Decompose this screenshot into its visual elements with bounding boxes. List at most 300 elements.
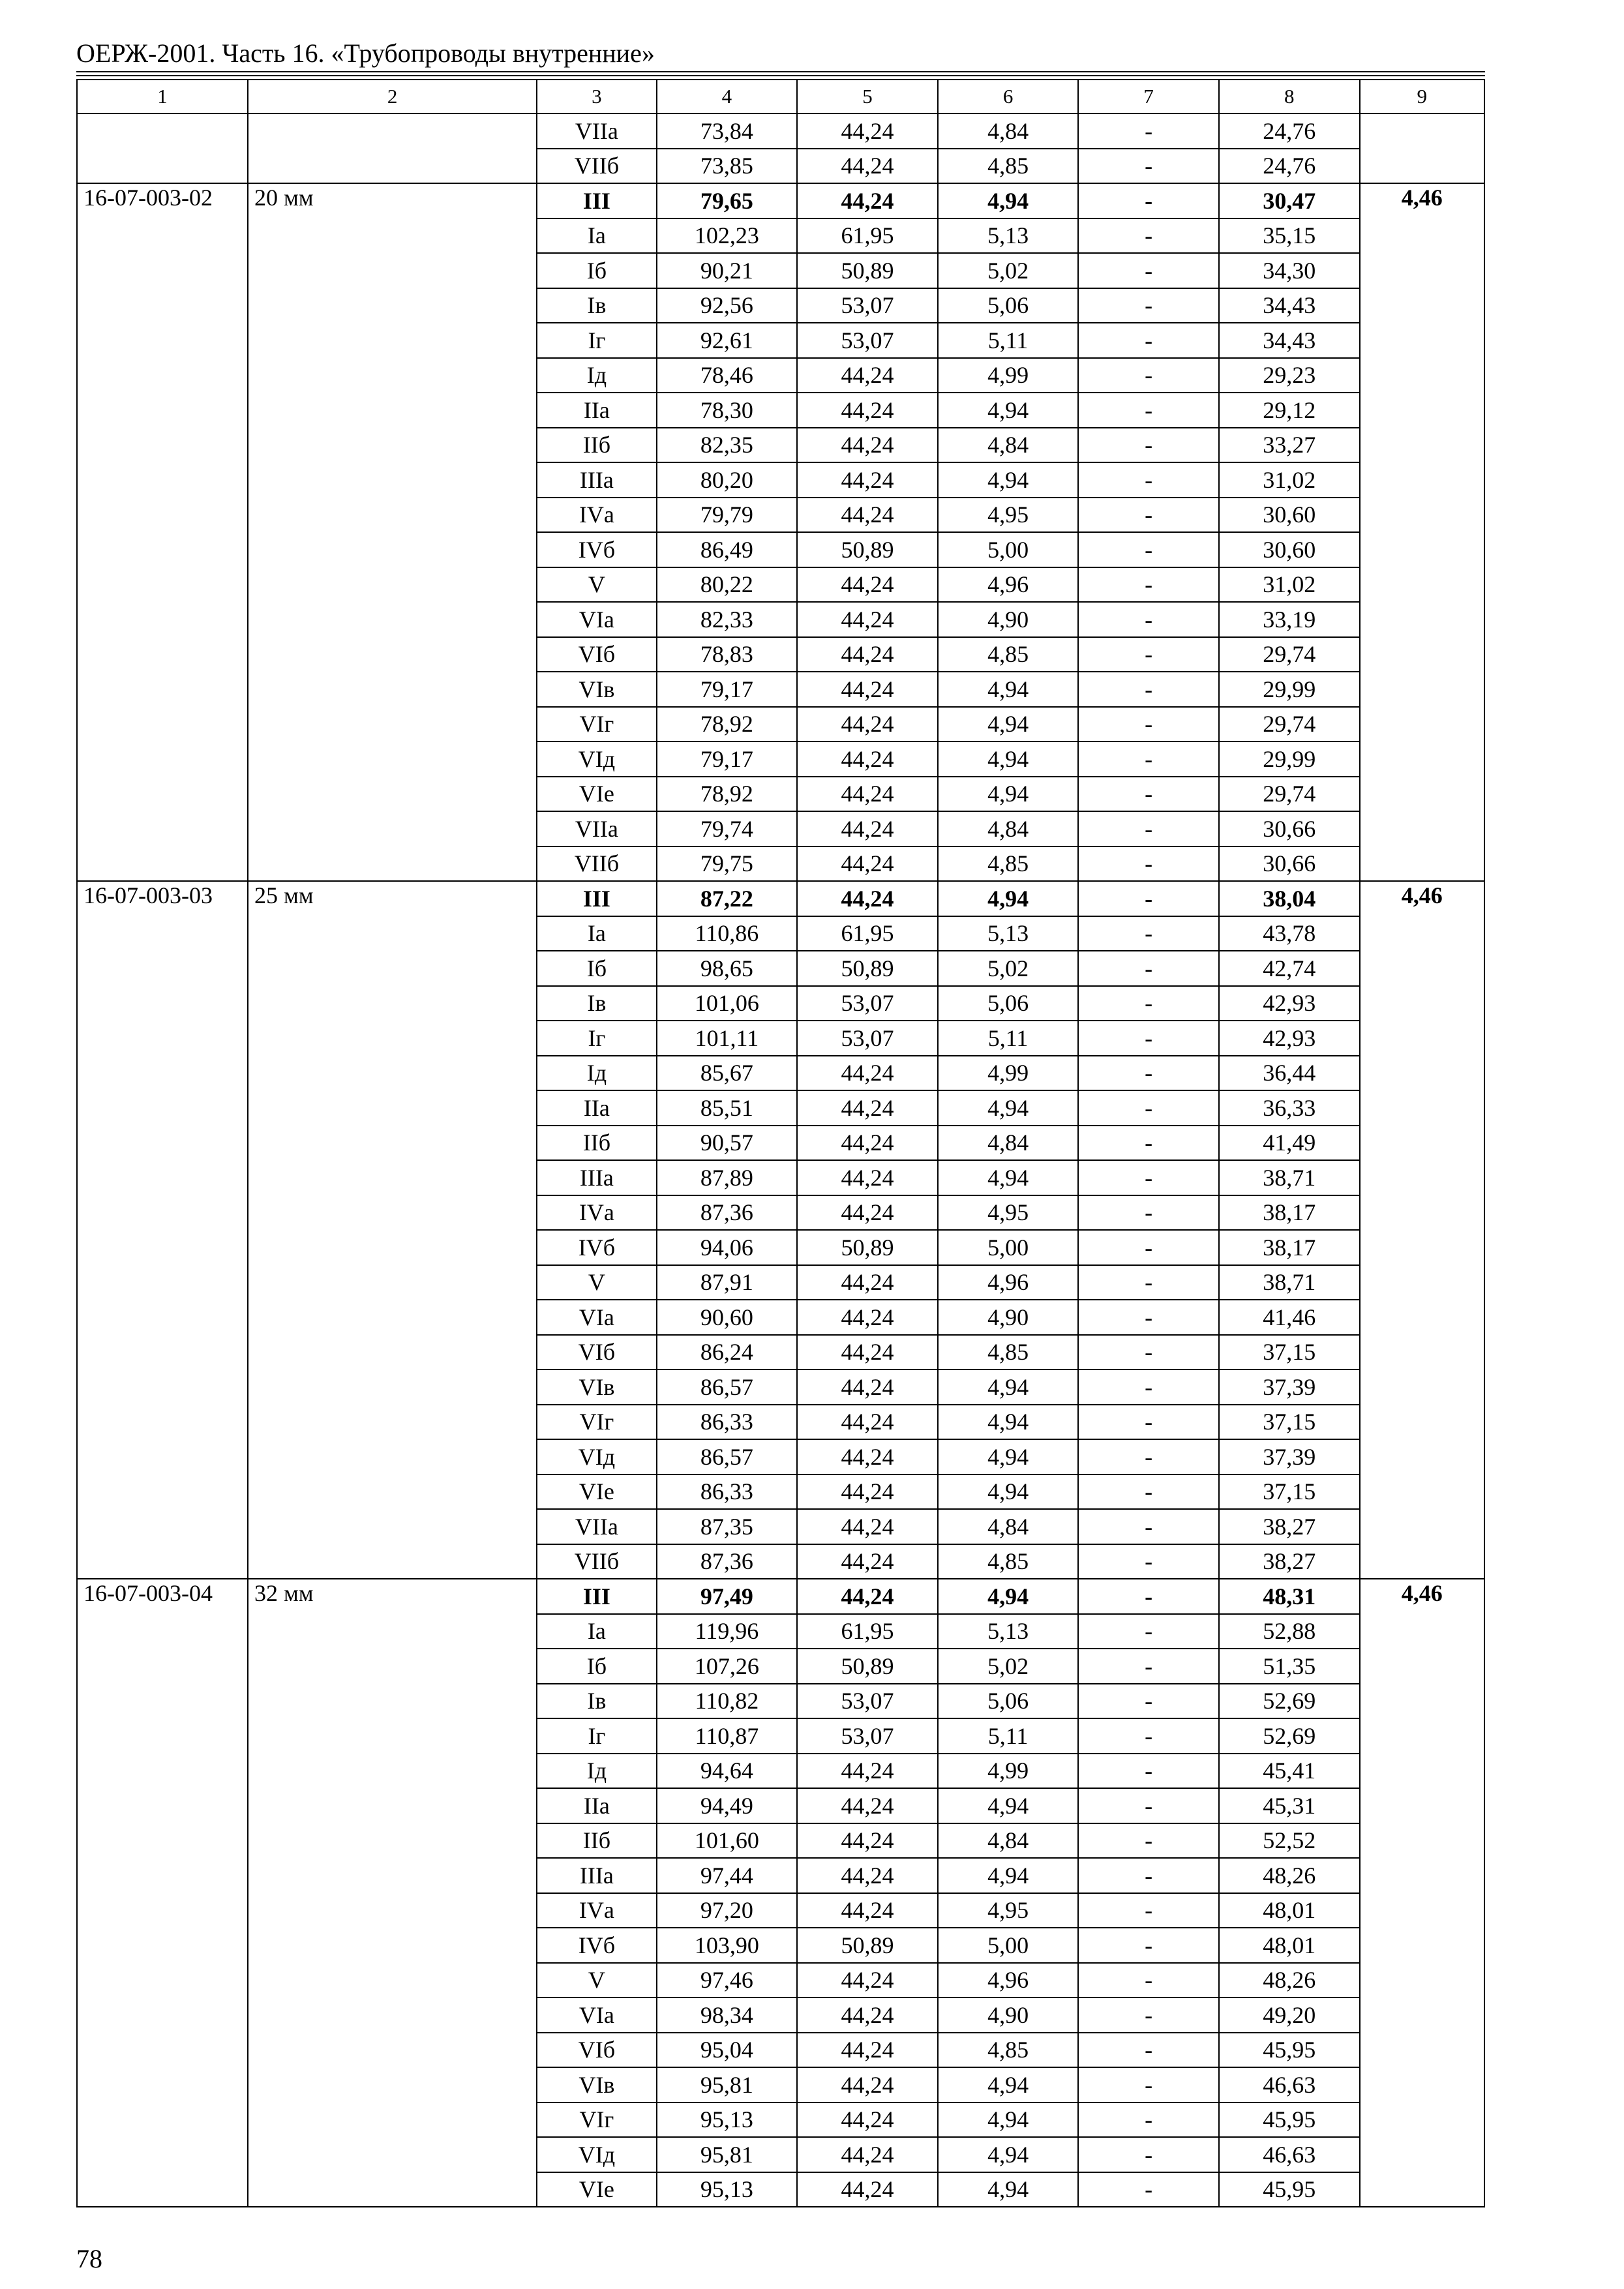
table-cell: 38,17 <box>1219 1230 1360 1265</box>
table-cell: - <box>1078 1230 1219 1265</box>
table-cell: 5,02 <box>938 1649 1079 1684</box>
table-cell: 97,49 <box>657 1579 798 1614</box>
table-cell: 102,23 <box>657 218 798 254</box>
table-cell: 101,60 <box>657 1823 798 1859</box>
table-cell: 86,33 <box>657 1474 798 1510</box>
column-number-row <box>77 80 1484 113</box>
column-header: 9 <box>1360 80 1484 113</box>
table-cell: 38,27 <box>1219 1509 1360 1544</box>
table-cell: 78,83 <box>657 637 798 672</box>
table-cell: 48,31 <box>1219 1579 1360 1614</box>
table-cell: 44,24 <box>797 1893 938 1928</box>
table-cell: VIб <box>537 1335 656 1370</box>
table-cell: - <box>1078 1858 1219 1893</box>
table-cell: 4,94 <box>938 1160 1079 1195</box>
table-cell: Iб <box>537 1649 656 1684</box>
col9-value-cell: 4,46 <box>1360 183 1484 881</box>
table-cell: 44,24 <box>797 1126 938 1161</box>
table-cell: V <box>537 567 656 603</box>
table-cell: 46,63 <box>1219 2137 1360 2172</box>
rate-code-cell: 16-07-003-02 <box>77 183 248 881</box>
table-cell: 44,24 <box>797 811 938 846</box>
table-cell: 98,65 <box>657 951 798 986</box>
table-cell: Iв <box>537 288 656 323</box>
table-cell: - <box>1078 1474 1219 1510</box>
table-cell: 42,74 <box>1219 951 1360 986</box>
table-cell: VIг <box>537 707 656 742</box>
table-cell: - <box>1078 323 1219 358</box>
table-cell: - <box>1078 428 1219 463</box>
table-cell: 4,85 <box>938 149 1079 184</box>
table-cell: 29,74 <box>1219 707 1360 742</box>
page-header: ОЕРЖ-2001. Часть 16. «Трубопроводы внутренние» <box>76 38 655 68</box>
rate-code-cell: 16-07-003-04 <box>77 1579 248 2207</box>
table-cell: 95,13 <box>657 2102 798 2138</box>
table-cell: 42,93 <box>1219 1021 1360 1056</box>
table-cell: 44,24 <box>797 1823 938 1859</box>
table-cell: 44,24 <box>797 2137 938 2172</box>
table-cell: 86,24 <box>657 1335 798 1370</box>
table-cell: 44,24 <box>797 1963 938 1998</box>
table-cell: 48,26 <box>1219 1963 1360 1998</box>
table-cell: 87,36 <box>657 1544 798 1579</box>
table-cell: 78,46 <box>657 358 798 393</box>
table-cell: 73,84 <box>657 113 798 149</box>
table-cell: 44,24 <box>797 672 938 707</box>
table-cell: 4,90 <box>938 1300 1079 1335</box>
table-cell: 44,24 <box>797 1997 938 2033</box>
table-cell: 73,85 <box>657 149 798 184</box>
table-cell: 5,13 <box>938 218 1079 254</box>
table-cell: VIе <box>537 777 656 812</box>
table-cell: - <box>1078 1649 1219 1684</box>
table-cell: 78,92 <box>657 777 798 812</box>
table-cell: 29,99 <box>1219 672 1360 707</box>
table-cell: 29,74 <box>1219 637 1360 672</box>
table-cell: 29,23 <box>1219 358 1360 393</box>
table-cell: Iа <box>537 916 656 951</box>
table-cell: 48,26 <box>1219 1858 1360 1893</box>
table-cell: - <box>1078 253 1219 288</box>
table-cell: IIа <box>537 1788 656 1823</box>
table-cell: 4,94 <box>938 1579 1079 1614</box>
table-cell: - <box>1078 1195 1219 1231</box>
table-cell: - <box>1078 288 1219 323</box>
table-cell: - <box>1078 1160 1219 1195</box>
table-cell: VIг <box>537 1405 656 1440</box>
header-rule-top <box>76 71 1485 72</box>
table-cell: 78,92 <box>657 707 798 742</box>
column-header: 1 <box>77 80 248 113</box>
continuation-code-cell <box>77 113 248 183</box>
table-cell: 44,24 <box>797 393 938 428</box>
table-cell: 94,64 <box>657 1754 798 1789</box>
table-cell: 44,24 <box>797 602 938 637</box>
table-cell: 53,07 <box>797 323 938 358</box>
table-cell: 4,94 <box>938 672 1079 707</box>
table-cell: 38,27 <box>1219 1544 1360 1579</box>
column-header: 6 <box>938 80 1079 113</box>
table-cell: 49,20 <box>1219 1997 1360 2033</box>
table-cell: IVа <box>537 1893 656 1928</box>
table-cell: 53,07 <box>797 288 938 323</box>
table-cell: 79,75 <box>657 846 798 882</box>
table-cell: IIб <box>537 1126 656 1161</box>
table-cell: III <box>537 183 656 218</box>
table-cell: 90,21 <box>657 253 798 288</box>
table-cell: 50,89 <box>797 1230 938 1265</box>
table-cell: 44,24 <box>797 1858 938 1893</box>
table-cell: 44,24 <box>797 113 938 149</box>
table-cell: 48,01 <box>1219 1893 1360 1928</box>
table-cell: 85,51 <box>657 1090 798 1126</box>
table-cell: 4,94 <box>938 1405 1079 1440</box>
table-cell: - <box>1078 1544 1219 1579</box>
table-cell: 4,85 <box>938 1544 1079 1579</box>
table-cell: 45,95 <box>1219 2102 1360 2138</box>
table-cell: - <box>1078 916 1219 951</box>
table-cell: - <box>1078 1997 1219 2033</box>
table-cell: 4,95 <box>938 1893 1079 1928</box>
table-cell: 78,30 <box>657 393 798 428</box>
table-cell: 50,89 <box>797 1928 938 1963</box>
table-cell: Iд <box>537 358 656 393</box>
table-cell: 95,04 <box>657 2033 798 2068</box>
table-cell: 34,43 <box>1219 323 1360 358</box>
table-cell: IIIа <box>537 1160 656 1195</box>
table-cell: 79,65 <box>657 183 798 218</box>
table-cell: - <box>1078 532 1219 567</box>
table-row <box>77 113 1484 149</box>
table-cell: - <box>1078 637 1219 672</box>
table-cell: Iа <box>537 1614 656 1649</box>
table-cell: 30,47 <box>1219 183 1360 218</box>
table-cell: 86,33 <box>657 1405 798 1440</box>
table-cell: IVб <box>537 1928 656 1963</box>
table-cell: - <box>1078 1300 1219 1335</box>
column-header: 2 <box>248 80 537 113</box>
table-cell: - <box>1078 498 1219 533</box>
table-cell: 94,49 <box>657 1788 798 1823</box>
table-cell: 4,94 <box>938 2137 1079 2172</box>
table-cell: 38,17 <box>1219 1195 1360 1231</box>
table-cell: - <box>1078 1614 1219 1649</box>
page-number: 78 <box>76 2244 102 2273</box>
table-cell: VIд <box>537 1439 656 1474</box>
table-cell: VIе <box>537 2172 656 2207</box>
table-cell: III <box>537 881 656 916</box>
table-cell: - <box>1078 846 1219 882</box>
table-cell: 4,94 <box>938 1369 1079 1405</box>
table-cell: 86,49 <box>657 532 798 567</box>
table-cell: 98,34 <box>657 1997 798 2033</box>
table-cell: IIа <box>537 393 656 428</box>
table-cell: 4,84 <box>938 113 1079 149</box>
table-cell: 4,85 <box>938 637 1079 672</box>
table-cell: Iв <box>537 986 656 1021</box>
table-cell: 5,00 <box>938 1928 1079 1963</box>
table-cell: 4,84 <box>938 1126 1079 1161</box>
table-cell: 79,17 <box>657 741 798 777</box>
table-row <box>77 1579 1484 1614</box>
table-cell: 44,24 <box>797 358 938 393</box>
table-cell: IVб <box>537 1230 656 1265</box>
table-cell: - <box>1078 2172 1219 2207</box>
table-cell: 53,07 <box>797 1684 938 1719</box>
table-cell: 45,31 <box>1219 1788 1360 1823</box>
table-cell: 29,74 <box>1219 777 1360 812</box>
table-cell: 33,19 <box>1219 602 1360 637</box>
column-header: 5 <box>797 80 938 113</box>
table-cell: 95,81 <box>657 2137 798 2172</box>
table-cell: 5,06 <box>938 288 1079 323</box>
table-cell: 44,24 <box>797 1405 938 1440</box>
table-cell: 4,94 <box>938 707 1079 742</box>
table-cell: 5,02 <box>938 951 1079 986</box>
table-cell: Iг <box>537 1718 656 1754</box>
table-cell: - <box>1078 602 1219 637</box>
table-cell: 44,24 <box>797 1195 938 1231</box>
table-cell: - <box>1078 183 1219 218</box>
table-cell: 37,15 <box>1219 1335 1360 1370</box>
table-cell: IIб <box>537 1823 656 1859</box>
table-cell: - <box>1078 1439 1219 1474</box>
table-cell: 5,11 <box>938 1021 1079 1056</box>
table-cell: - <box>1078 1021 1219 1056</box>
table-cell: 4,99 <box>938 1056 1079 1091</box>
table-cell: 51,35 <box>1219 1649 1360 1684</box>
table-cell: 4,96 <box>938 1963 1079 1998</box>
table-cell: 34,30 <box>1219 253 1360 288</box>
table-cell: 44,24 <box>797 2067 938 2102</box>
col9-value-cell: 4,46 <box>1360 1579 1484 2207</box>
table-cell: - <box>1078 149 1219 184</box>
table-cell: VIIа <box>537 811 656 846</box>
table-cell: 44,24 <box>797 1090 938 1126</box>
table-cell: IIа <box>537 1090 656 1126</box>
table-cell: 87,22 <box>657 881 798 916</box>
table-cell: 5,02 <box>938 253 1079 288</box>
table-cell: - <box>1078 113 1219 149</box>
table-cell: 44,24 <box>797 2102 938 2138</box>
table-cell: 110,86 <box>657 916 798 951</box>
table-cell: VIIа <box>537 1509 656 1544</box>
table-cell: 85,67 <box>657 1056 798 1091</box>
table-cell: 61,95 <box>797 916 938 951</box>
table-cell: 110,87 <box>657 1718 798 1754</box>
table-cell: 24,76 <box>1219 149 1360 184</box>
table-cell: 4,84 <box>938 1823 1079 1859</box>
table-cell: VIа <box>537 1300 656 1335</box>
table-cell: 90,57 <box>657 1126 798 1161</box>
table-cell: 44,24 <box>797 881 938 916</box>
table-cell: 4,95 <box>938 1195 1079 1231</box>
table-cell: 44,24 <box>797 1335 938 1370</box>
table-cell: IIIа <box>537 462 656 498</box>
table-cell: 61,95 <box>797 218 938 254</box>
table-cell: 87,35 <box>657 1509 798 1544</box>
table-cell: Iб <box>537 951 656 986</box>
table-cell: 87,91 <box>657 1265 798 1300</box>
table-cell: 4,84 <box>938 811 1079 846</box>
table-row <box>77 881 1484 916</box>
table-cell: 97,46 <box>657 1963 798 1998</box>
table-cell: 87,89 <box>657 1160 798 1195</box>
table-cell: 5,11 <box>938 1718 1079 1754</box>
table-cell: 53,07 <box>797 1021 938 1056</box>
table-cell: 4,90 <box>938 1997 1079 2033</box>
table-cell: - <box>1078 567 1219 603</box>
table-cell: - <box>1078 741 1219 777</box>
table-cell: 4,99 <box>938 358 1079 393</box>
table-cell: 44,24 <box>797 183 938 218</box>
table-cell: 4,94 <box>938 741 1079 777</box>
column-header: 8 <box>1219 80 1360 113</box>
table-cell: 44,24 <box>797 1754 938 1789</box>
table-cell: 34,43 <box>1219 288 1360 323</box>
table-cell: 52,69 <box>1219 1684 1360 1719</box>
table-cell: 79,17 <box>657 672 798 707</box>
table-cell: 50,89 <box>797 532 938 567</box>
table-cell: 36,44 <box>1219 1056 1360 1091</box>
table-cell: 44,24 <box>797 1474 938 1510</box>
table-cell: 30,60 <box>1219 498 1360 533</box>
continuation-col9-cell <box>1360 113 1484 183</box>
table-cell: 44,24 <box>797 462 938 498</box>
table-cell: - <box>1078 462 1219 498</box>
pipe-diameter-cell: 25 мм <box>248 881 537 1579</box>
table-cell: 45,41 <box>1219 1754 1360 1789</box>
table-cell: 4,94 <box>938 2102 1079 2138</box>
table-cell: 33,27 <box>1219 428 1360 463</box>
table-cell: 30,66 <box>1219 811 1360 846</box>
table-cell: Iа <box>537 218 656 254</box>
table-cell: - <box>1078 707 1219 742</box>
table-cell: 44,24 <box>797 149 938 184</box>
table-row <box>77 183 1484 218</box>
table-cell: - <box>1078 777 1219 812</box>
table-cell: 46,63 <box>1219 2067 1360 2102</box>
table-cell: Iд <box>537 1754 656 1789</box>
table-cell: 79,74 <box>657 811 798 846</box>
table-cell: 44,24 <box>797 1579 938 1614</box>
table-cell: 82,33 <box>657 602 798 637</box>
table-cell: VIIа <box>537 113 656 149</box>
table-cell: 37,15 <box>1219 1474 1360 1510</box>
table-cell: 38,04 <box>1219 881 1360 916</box>
table-cell: - <box>1078 881 1219 916</box>
table-cell: 44,24 <box>797 637 938 672</box>
table-cell: 4,84 <box>938 428 1079 463</box>
table-cell: 5,13 <box>938 916 1079 951</box>
table-cell: VIIб <box>537 1544 656 1579</box>
table-cell: 44,24 <box>797 428 938 463</box>
table-cell: IVа <box>537 1195 656 1231</box>
table-cell: - <box>1078 1893 1219 1928</box>
table-cell: 44,24 <box>797 1265 938 1300</box>
table-cell: 5,13 <box>938 1614 1079 1649</box>
table-cell: - <box>1078 1369 1219 1405</box>
continuation-name-cell <box>248 113 537 183</box>
table-cell: 4,96 <box>938 567 1079 603</box>
table-cell: - <box>1078 1335 1219 1370</box>
table-cell: 79,79 <box>657 498 798 533</box>
table-cell: 42,93 <box>1219 986 1360 1021</box>
table-cell: 44,24 <box>797 707 938 742</box>
table-cell: IIб <box>537 428 656 463</box>
table-cell: - <box>1078 2137 1219 2172</box>
table-cell: 4,94 <box>938 183 1079 218</box>
table-cell: 41,49 <box>1219 1126 1360 1161</box>
table-body <box>77 80 1484 2207</box>
header-rule-bottom <box>76 75 1485 76</box>
table-cell: 37,39 <box>1219 1369 1360 1405</box>
table-cell: - <box>1078 1684 1219 1719</box>
table-cell: 4,94 <box>938 1788 1079 1823</box>
table-cell: 82,35 <box>657 428 798 463</box>
table-cell: 95,81 <box>657 2067 798 2102</box>
table-cell: 94,06 <box>657 1230 798 1265</box>
table-cell: 4,94 <box>938 777 1079 812</box>
table-cell: 53,07 <box>797 986 938 1021</box>
table-cell: 90,60 <box>657 1300 798 1335</box>
table-cell: 44,24 <box>797 498 938 533</box>
table-cell: 37,15 <box>1219 1405 1360 1440</box>
table-cell: VIа <box>537 1997 656 2033</box>
table-cell: 44,24 <box>797 1056 938 1091</box>
table-cell: V <box>537 1963 656 1998</box>
table-cell: 4,94 <box>938 1474 1079 1510</box>
table-cell: 5,00 <box>938 532 1079 567</box>
table-cell: VIIб <box>537 149 656 184</box>
table-cell: 4,95 <box>938 498 1079 533</box>
table-cell: 44,24 <box>797 1544 938 1579</box>
table-cell: 4,85 <box>938 2033 1079 2068</box>
table-cell: Iг <box>537 323 656 358</box>
table-cell: Iб <box>537 253 656 288</box>
table-cell: Iв <box>537 1684 656 1719</box>
table-cell: - <box>1078 1788 1219 1823</box>
table-cell: 45,95 <box>1219 2033 1360 2068</box>
table-cell: 92,61 <box>657 323 798 358</box>
table-cell: - <box>1078 1509 1219 1544</box>
table-cell: 38,71 <box>1219 1160 1360 1195</box>
table-cell: 36,33 <box>1219 1090 1360 1126</box>
table-cell: VIд <box>537 2137 656 2172</box>
table-cell: Iг <box>537 1021 656 1056</box>
table-cell: IIIа <box>537 1858 656 1893</box>
table-cell: 44,24 <box>797 1369 938 1405</box>
table-cell: - <box>1078 1718 1219 1754</box>
table-cell: - <box>1078 1126 1219 1161</box>
table-cell: - <box>1078 672 1219 707</box>
table-cell: 44,24 <box>797 2172 938 2207</box>
table-cell: VIа <box>537 602 656 637</box>
table-cell: 31,02 <box>1219 462 1360 498</box>
table-cell: - <box>1078 393 1219 428</box>
table-cell: 101,06 <box>657 986 798 1021</box>
table-cell: 4,99 <box>938 1754 1079 1789</box>
table-cell: - <box>1078 2067 1219 2102</box>
table-cell: 119,96 <box>657 1614 798 1649</box>
table-cell: 50,89 <box>797 1649 938 1684</box>
table-cell: 24,76 <box>1219 113 1360 149</box>
table-cell: 35,15 <box>1219 218 1360 254</box>
column-header: 4 <box>657 80 798 113</box>
table-cell: 5,06 <box>938 986 1079 1021</box>
table-cell: 86,57 <box>657 1369 798 1405</box>
column-header: 3 <box>537 80 656 113</box>
